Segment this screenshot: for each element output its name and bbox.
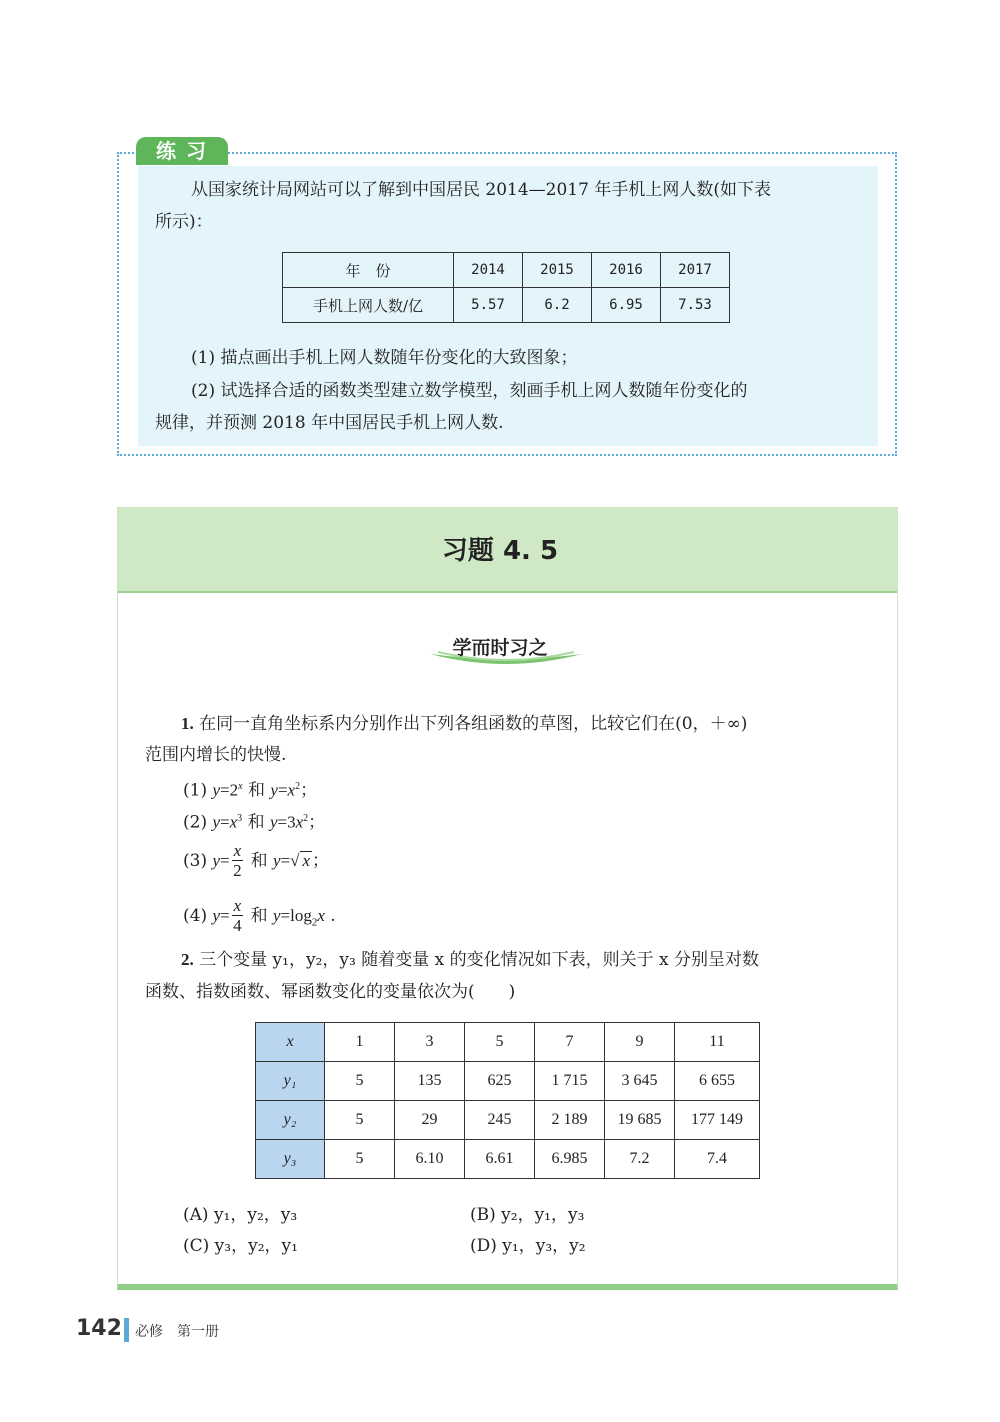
math-op: =	[220, 851, 230, 870]
math-var: y	[212, 780, 221, 800]
math-var: y	[269, 812, 278, 832]
table-cell: 7.4	[675, 1140, 760, 1179]
math-op: =3	[277, 812, 296, 832]
table-cell: 135	[395, 1062, 465, 1101]
math-fraction	[232, 897, 244, 936]
table-cell: 7.53	[661, 288, 730, 323]
math-exponent: x	[238, 781, 243, 792]
table-row	[283, 288, 730, 323]
table-cell: 6.61	[465, 1140, 535, 1179]
table-cell: 5	[325, 1062, 395, 1101]
sub-question-4	[183, 897, 913, 937]
table-cell: 5.57	[454, 288, 523, 323]
book-title: 必修 第一册	[135, 1324, 219, 1340]
math-op: =	[280, 851, 291, 870]
punctuation: ；	[312, 851, 330, 871]
option-b: (B) y₂，y₁，y₃	[470, 1205, 585, 1225]
table-cell: 6.985	[535, 1140, 605, 1179]
punctuation: ；	[300, 780, 318, 801]
table-cell: 2015	[523, 253, 592, 288]
table-cell: 3 645	[605, 1062, 675, 1101]
table-row-header: x	[256, 1023, 325, 1062]
math-subscript: 2	[311, 916, 318, 929]
punctuation: ；	[308, 812, 326, 833]
table-cell: 1	[325, 1023, 395, 1062]
option-c: (C) y₃，y₂，y₁	[183, 1236, 298, 1256]
sub-label: (4)	[183, 906, 213, 926]
table-cell: 6.2	[523, 288, 592, 323]
table-cell: 3	[395, 1023, 465, 1062]
table-row	[256, 1062, 760, 1101]
table-header-users: 手机上网人数/亿	[283, 288, 454, 323]
practice-question-2: (2) 试选择合适的函数类型建立数学模型，刻画手机上网人数随年份变化的	[191, 381, 748, 401]
option-a: (A) y₁，y₂，y₃	[183, 1205, 298, 1225]
table-cell: 7	[535, 1023, 605, 1062]
math-var: x	[295, 812, 304, 832]
exercise-title: 习题 4. 5	[441, 536, 559, 566]
internet-users-table	[282, 252, 730, 323]
table-cell: 2017	[661, 253, 730, 288]
math-op: =	[277, 780, 288, 800]
math-radicand: x	[302, 851, 311, 870]
math-var: y	[212, 851, 221, 870]
table-row-header: y₃	[256, 1140, 325, 1179]
table-cell: 5	[465, 1023, 535, 1062]
math-exponent: 2	[303, 813, 309, 824]
punctuation: .	[324, 906, 336, 926]
math-var: y	[270, 780, 278, 800]
table-row-header: y₁	[256, 1062, 325, 1101]
table-cell: 9	[605, 1023, 675, 1062]
math-var: x	[229, 812, 238, 832]
practice-intro: 从国家统计局网站可以了解到中国居民 2014—2017 年手机上网人数(如下表	[191, 180, 771, 200]
math-var: y	[272, 851, 281, 870]
sub-question-3	[183, 842, 913, 881]
table-cell: 11	[675, 1023, 760, 1062]
table-cell: 2014	[454, 253, 523, 288]
question-1	[145, 709, 875, 739]
math-var: y	[272, 906, 281, 925]
question-1-cont: 范围内增长的快慢.	[145, 745, 287, 765]
table-cell: 29	[395, 1101, 465, 1140]
conjunction: 和	[242, 780, 271, 801]
conjunction: 和	[245, 851, 273, 871]
page-number: 142	[76, 1316, 122, 1341]
math-var: y	[212, 812, 221, 832]
table-row	[256, 1140, 760, 1179]
sqrt-sign-icon: √	[290, 851, 300, 870]
question-number: 1.	[181, 714, 194, 733]
table-cell: 2 189	[535, 1101, 605, 1140]
sub-question-2	[183, 804, 913, 838]
sub-label: (1)	[183, 780, 213, 801]
question-text: 在同一直角坐标系内分别作出下列各组函数的草图，比较它们在(0，＋∞)	[193, 714, 748, 734]
table-cell: 6.95	[592, 288, 661, 323]
fraction-numerator: x	[233, 841, 242, 860]
math-op: =	[220, 906, 230, 925]
question-text: 三个变量 y₁，y₂，y₃ 随着变量 x 的变化情况如下表，则关于 x 分别呈对数	[193, 950, 760, 970]
question-number: 2.	[181, 950, 194, 969]
question-2-cont: 函数、指数函数、幂函数变化的变量依次为( )	[145, 982, 516, 1002]
table-cell: 177 149	[675, 1101, 760, 1140]
math-var: x	[317, 906, 325, 925]
practice-tab: 练习	[136, 137, 228, 165]
math-exponent: 3	[237, 813, 243, 824]
math-op: =log	[280, 906, 312, 925]
practice-question-1: (1) 描点画出手机上网人数随年份变化的大致图象；	[191, 348, 578, 368]
math-op: =2	[220, 780, 239, 800]
fraction-numerator: x	[233, 896, 242, 915]
practice-intro-cont: 所示)：	[155, 212, 213, 232]
option-d: (D) y₁，y₃，y₂	[470, 1236, 586, 1256]
conjunction: 和	[242, 812, 270, 833]
sub-label: (2)	[183, 812, 213, 833]
exercise-subtitle: 学而时习之	[452, 637, 548, 659]
table-cell: 245	[465, 1101, 535, 1140]
math-var: x	[287, 780, 296, 800]
math-var: y	[212, 906, 221, 925]
math-op: =	[220, 812, 230, 832]
table-cell: 7.2	[605, 1140, 675, 1179]
table-row-header: y₂	[256, 1101, 325, 1140]
question-2	[145, 945, 875, 975]
table-cell: 5	[325, 1140, 395, 1179]
sub-question-1	[183, 772, 913, 806]
table-row	[256, 1101, 760, 1140]
table-cell: 6 655	[675, 1062, 760, 1101]
sub-label: (3)	[183, 851, 213, 871]
table-cell: 5	[325, 1101, 395, 1140]
table-cell: 6.10	[395, 1140, 465, 1179]
footer-divider	[124, 1318, 129, 1342]
table-cell: 2016	[592, 253, 661, 288]
fraction-denominator: 2	[233, 861, 242, 880]
conjunction: 和	[245, 906, 273, 926]
table-cell: 19 685	[605, 1101, 675, 1140]
table-cell: 1 715	[535, 1062, 605, 1101]
table-cell: 625	[465, 1062, 535, 1101]
table-row	[256, 1023, 760, 1062]
math-fraction	[232, 842, 244, 881]
fraction-denominator: 4	[233, 916, 242, 935]
table-header-year: 年 份	[283, 253, 454, 288]
math-exponent: 2	[295, 781, 301, 792]
practice-question-2-cont: 规律，并预测 2018 年中国居民手机上网人数.	[155, 413, 504, 433]
table-row	[283, 253, 730, 288]
variables-table	[255, 1022, 760, 1179]
